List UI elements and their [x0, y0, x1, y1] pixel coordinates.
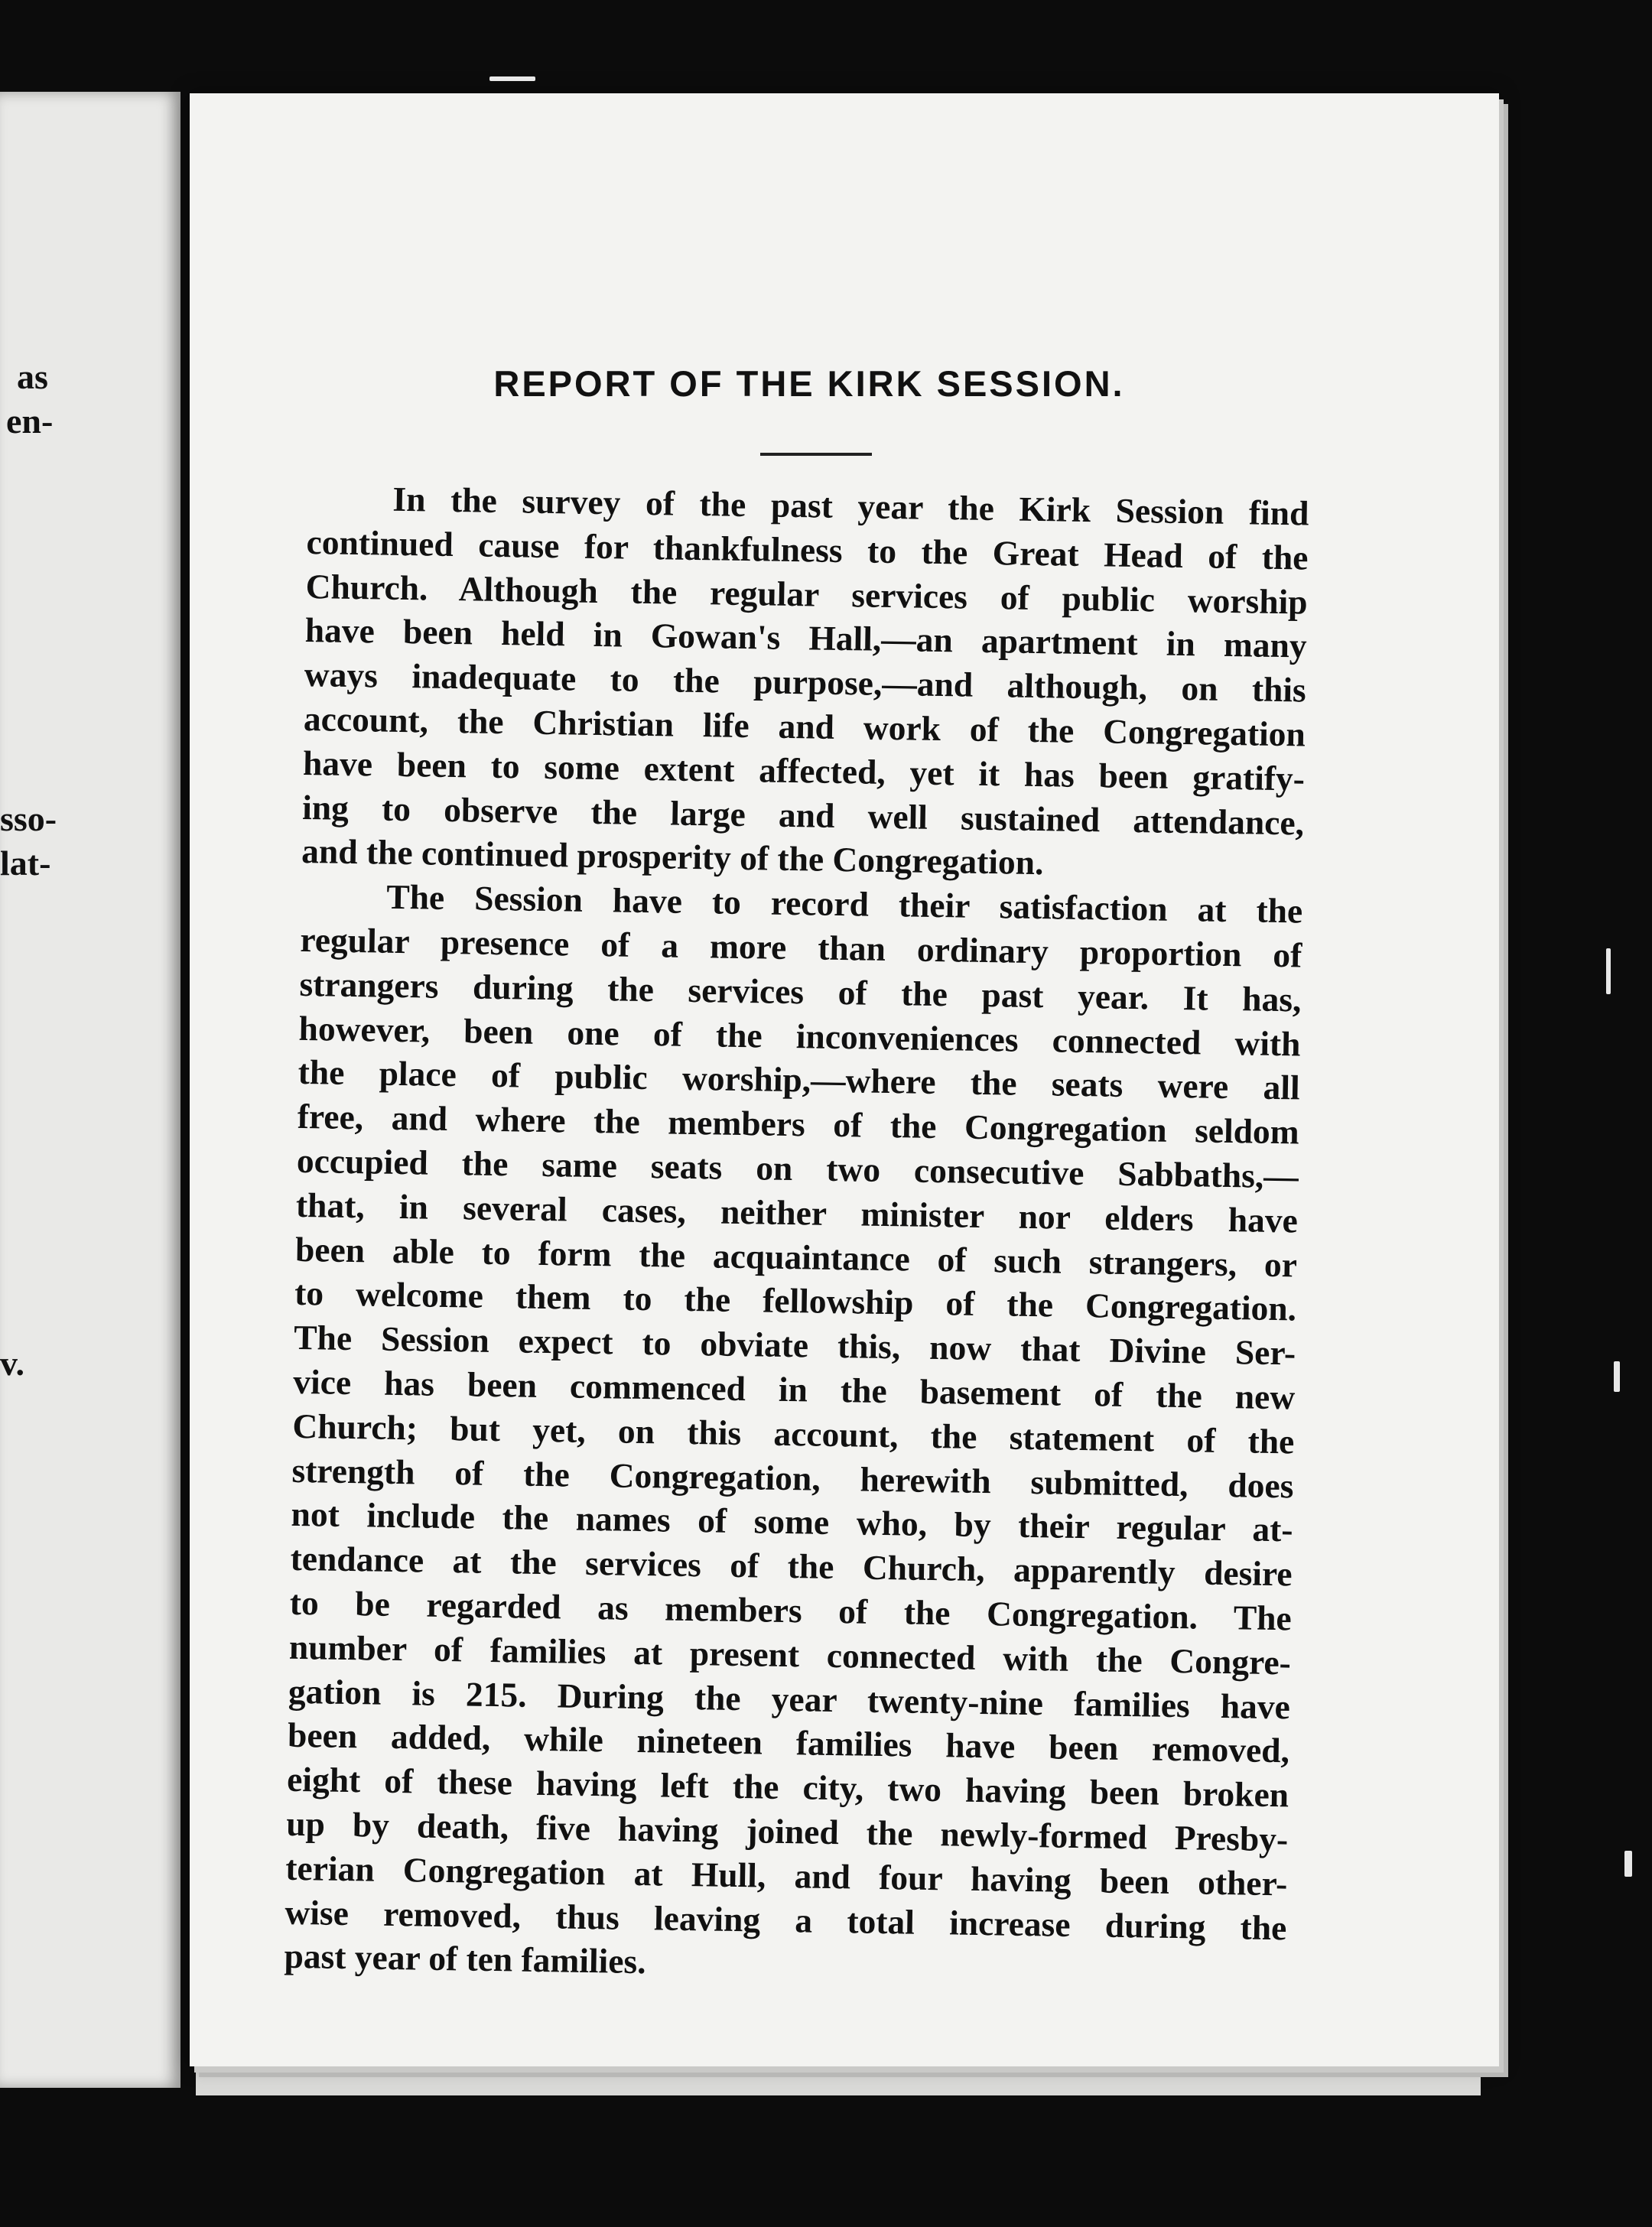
facing-page-fragment: lat-	[0, 844, 51, 883]
text-line: up by death, five having joined the newly-formed Presby-	[285, 1803, 1289, 1859]
text-line: occupied the same seats on two consecutive Sabbaths,—	[296, 1140, 1299, 1196]
text-line: ways inadequate to the purpose,—and although, on this	[304, 655, 1307, 710]
text-line: terian Congregation at Hull, and four having been other-	[285, 1848, 1288, 1904]
text-line: Church. Although the regular services of public worship	[305, 566, 1308, 622]
text-line: strangers during the services of the past year. It has,	[299, 964, 1302, 1019]
report-body	[284, 476, 1309, 1994]
film-speck	[489, 76, 535, 81]
text-line: In the survey of the past year the Kirk Session find	[392, 479, 1309, 533]
text-line: regular presence of a more than ordinary proportion of	[300, 919, 1302, 975]
facing-page-fragment: v.	[0, 1344, 24, 1383]
paragraph-2	[284, 873, 1303, 1994]
text-line: tendance at the services of the Church, apparently desire	[290, 1538, 1293, 1594]
text-line: been added, while nineteen families have been removed,	[287, 1715, 1290, 1770]
title-rule	[760, 453, 872, 456]
text-line: past year of ten families.	[284, 1936, 646, 1982]
text-line: that, in several cases, neither minister nor elders have	[295, 1185, 1299, 1240]
text-line: ing to observe the large and well sustained attendance,	[301, 787, 1305, 843]
text-line: The Session expect to obviate this, now that Divine Ser-	[293, 1318, 1296, 1373]
text-line: vice has been commenced in the basement of the new	[292, 1361, 1296, 1417]
text-line: not include the names of some who, by their regular at-	[291, 1494, 1293, 1549]
facing-page-fragment: sso-	[0, 799, 57, 838]
text-line: Church; but yet, on this account, the statement of the	[292, 1406, 1295, 1461]
text-line: to welcome them to the fellowship of the Congregation.	[294, 1273, 1297, 1328]
facing-page-fragment: en-	[6, 402, 54, 441]
facing-page-fragment: as	[17, 357, 48, 396]
text-line: The Session have to record their satisfaction at the	[385, 876, 1303, 931]
text-line: eight of these having left the city, two having been broken	[286, 1759, 1289, 1815]
book-page	[190, 93, 1499, 2066]
text-line: free, and where the members of the Congregation seldom	[297, 1097, 1300, 1152]
text-line: wise removed, thus leaving a total increase during the	[285, 1892, 1287, 1947]
text-line: have been to some extent affected, yet it has been gratify-	[302, 743, 1306, 798]
text-line: continued cause for thankfulness to the Great Head of the	[306, 522, 1309, 577]
film-speck	[1606, 948, 1611, 994]
film-speck	[1624, 1851, 1632, 1877]
text-line: however, been one of the inconveniences connected with	[298, 1008, 1301, 1064]
text-line: account, the Christian life and work of the Congregation	[303, 698, 1306, 754]
text-line: gation is 215. During the year twenty-nine families have	[288, 1671, 1291, 1726]
text-line: and the continued prosperity of the Congregation.	[301, 831, 1044, 883]
text-line: have been held in Gowan's Hall,—an apartment in many	[304, 610, 1308, 665]
paragraph-1	[301, 476, 1309, 889]
text-line: been able to form the acquaintance of such strangers, or	[294, 1229, 1298, 1284]
text-line: strength of the Congregation, herewith submitted, does	[291, 1450, 1294, 1505]
text-line: the place of public worship,—where the seats were all	[298, 1052, 1300, 1107]
text-line: number of families at present connected with the Congre-	[288, 1627, 1292, 1682]
text-line: to be regarded as members of the Congregation. The	[289, 1582, 1293, 1638]
facing-page	[0, 92, 180, 2088]
film-speck	[1614, 1361, 1620, 1392]
report-title: REPORT OF THE KIRK SESSION.	[493, 363, 1125, 404]
